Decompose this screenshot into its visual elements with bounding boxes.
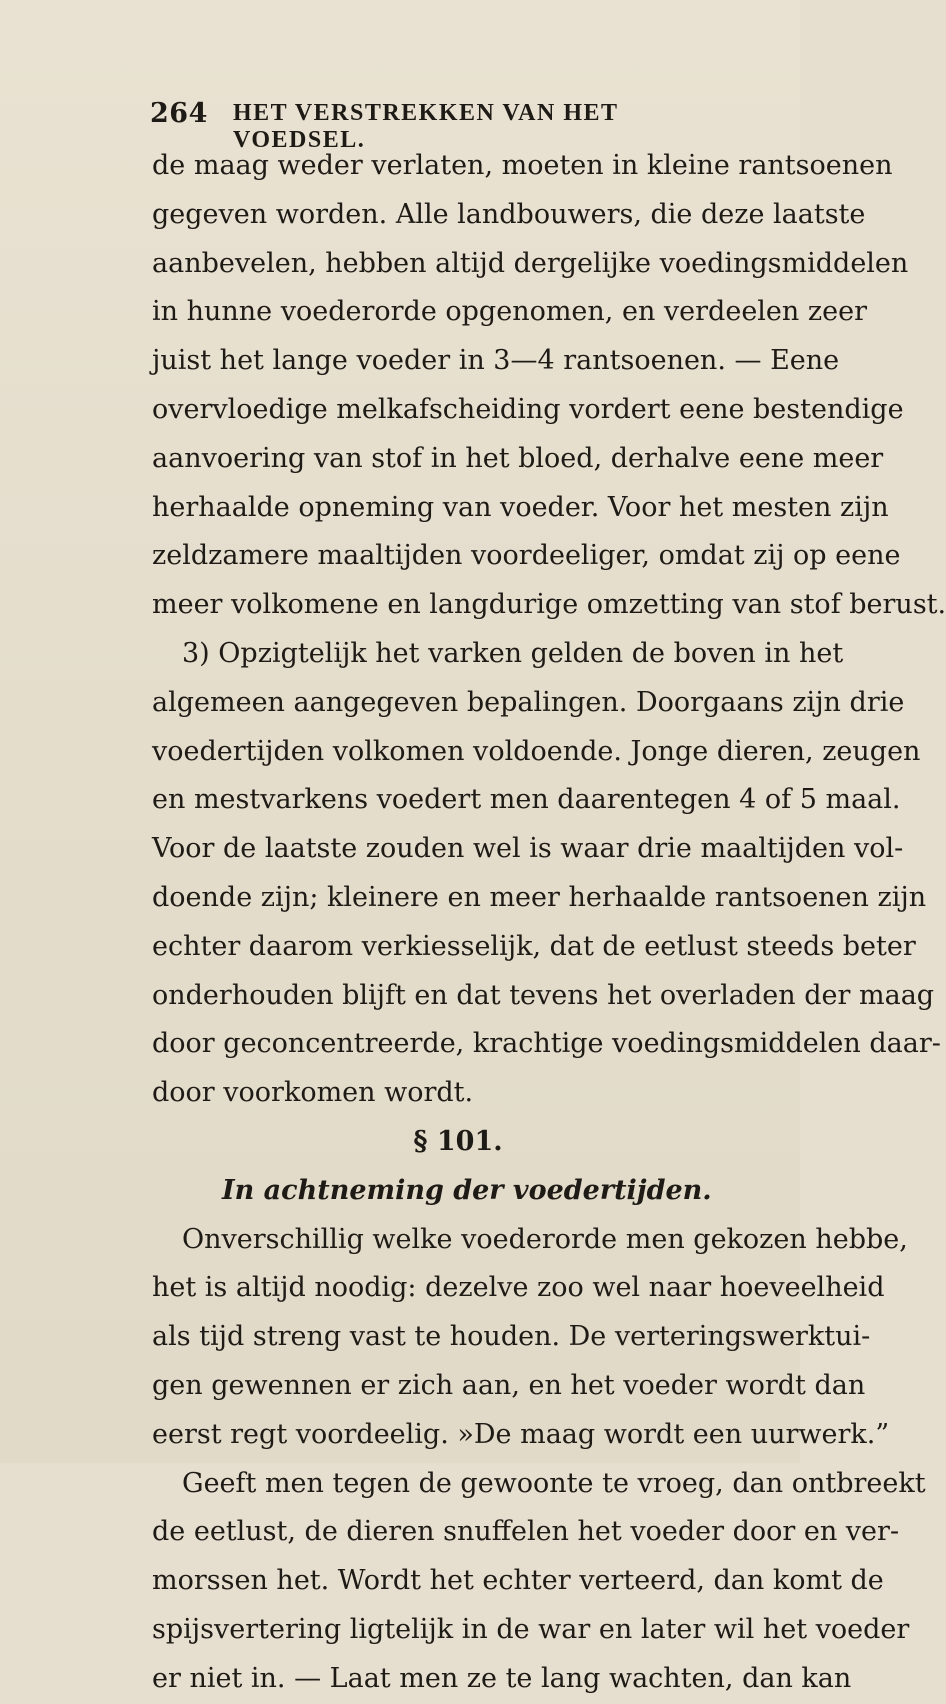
- running-head: HET VERSTREKKEN VAN HET VOEDSEL.: [233, 100, 619, 153]
- text-line: aanbevelen, hebben altijd dergelijke voedingsmiddelen: [152, 247, 909, 279]
- section-title: In achtneming der voedertijden.: [222, 1174, 712, 1206]
- paragraph-end-line: meer volkomene en langdurige omzetting van stof berust.: [152, 589, 946, 621]
- paragraph-start-line: 3) Opzigtelijk het varken gelden de boven in het: [182, 637, 844, 669]
- section-number: § 101.: [413, 1125, 503, 1157]
- text-line: als tijd streng vast te houden. De verteringswerktui-: [152, 1321, 871, 1353]
- text-line: zeldzamere maaltijden voordeeliger, omdat zij op eene: [152, 540, 901, 572]
- text-line: echter daarom verkiesselijk, dat de eetlust steeds beter: [152, 930, 916, 962]
- text-line: morssen het. Wordt het echter verteerd, dan komt de: [152, 1565, 884, 1597]
- text-line: gegeven worden. Alle landbouwers, die deze laatste: [152, 198, 866, 230]
- text-line: overvloedige melkafscheiding vordert eene bestendige: [152, 393, 904, 425]
- text-line: doende zijn; kleinere en meer herhaalde rantsoenen zijn: [152, 881, 927, 913]
- text-line: onderhouden blijft en dat tevens het overladen der maag: [152, 979, 935, 1011]
- paragraph-end-line: door voorkomen wordt.: [152, 1077, 474, 1109]
- text-line: gen gewennen er zich aan, en het voeder wordt dan: [152, 1369, 866, 1401]
- text-line: herhaalde opneming van voeder. Voor het mesten zijn: [152, 491, 889, 523]
- text-line: in hunne voederorde opgenomen, en verdeelen zeer: [152, 296, 867, 328]
- body-text: [152, 142, 946, 1704]
- text-line: algemeen aangegeven bepalingen. Doorgaans zijn drie: [152, 686, 905, 718]
- text-line: door geconcentreerde, krachtige voedingsmiddelen daar-: [152, 1028, 941, 1060]
- page-header: [150, 98, 710, 153]
- paragraph-start-line: Onverschillig welke voederorde men gekozen hebbe,: [182, 1223, 908, 1255]
- paragraph-start-line: Geeft men tegen de gewoonte te vroeg, dan ontbreekt: [182, 1467, 926, 1499]
- page-number: 264: [150, 98, 208, 129]
- text-line: de maag weder verlaten, moeten in kleine rantsoenen: [152, 150, 893, 181]
- text-line: de eetlust, de dieren snuffelen het voeder door en ver-: [152, 1516, 900, 1548]
- text-line: voedertijden volkomen voldoende. Jonge dieren, zeugen: [152, 735, 921, 767]
- text-line: spijsvertering ligtelijk in de war en later wil het voeder: [152, 1613, 910, 1645]
- text-line: en mestvarkens voedert men daarentegen 4 of 5 maal.: [152, 784, 901, 816]
- text-line: Voor de laatste zouden wel is waar drie maaltijden vol-: [152, 833, 904, 865]
- text-line: aanvoering van stof in het bloed, derhalve eene meer: [152, 442, 884, 474]
- text-line: het is altijd noodig: dezelve zoo wel naar hoeveelheid: [152, 1272, 885, 1304]
- text-line: er niet in. — Laat men ze te lang wachten, dan kan: [152, 1662, 852, 1694]
- text-line: juist het lange voeder in 3—4 rantsoenen. — Eene: [152, 345, 840, 377]
- paragraph-end-line: eerst regt voordeelig. »De maag wordt een uurwerk.”: [152, 1418, 890, 1450]
